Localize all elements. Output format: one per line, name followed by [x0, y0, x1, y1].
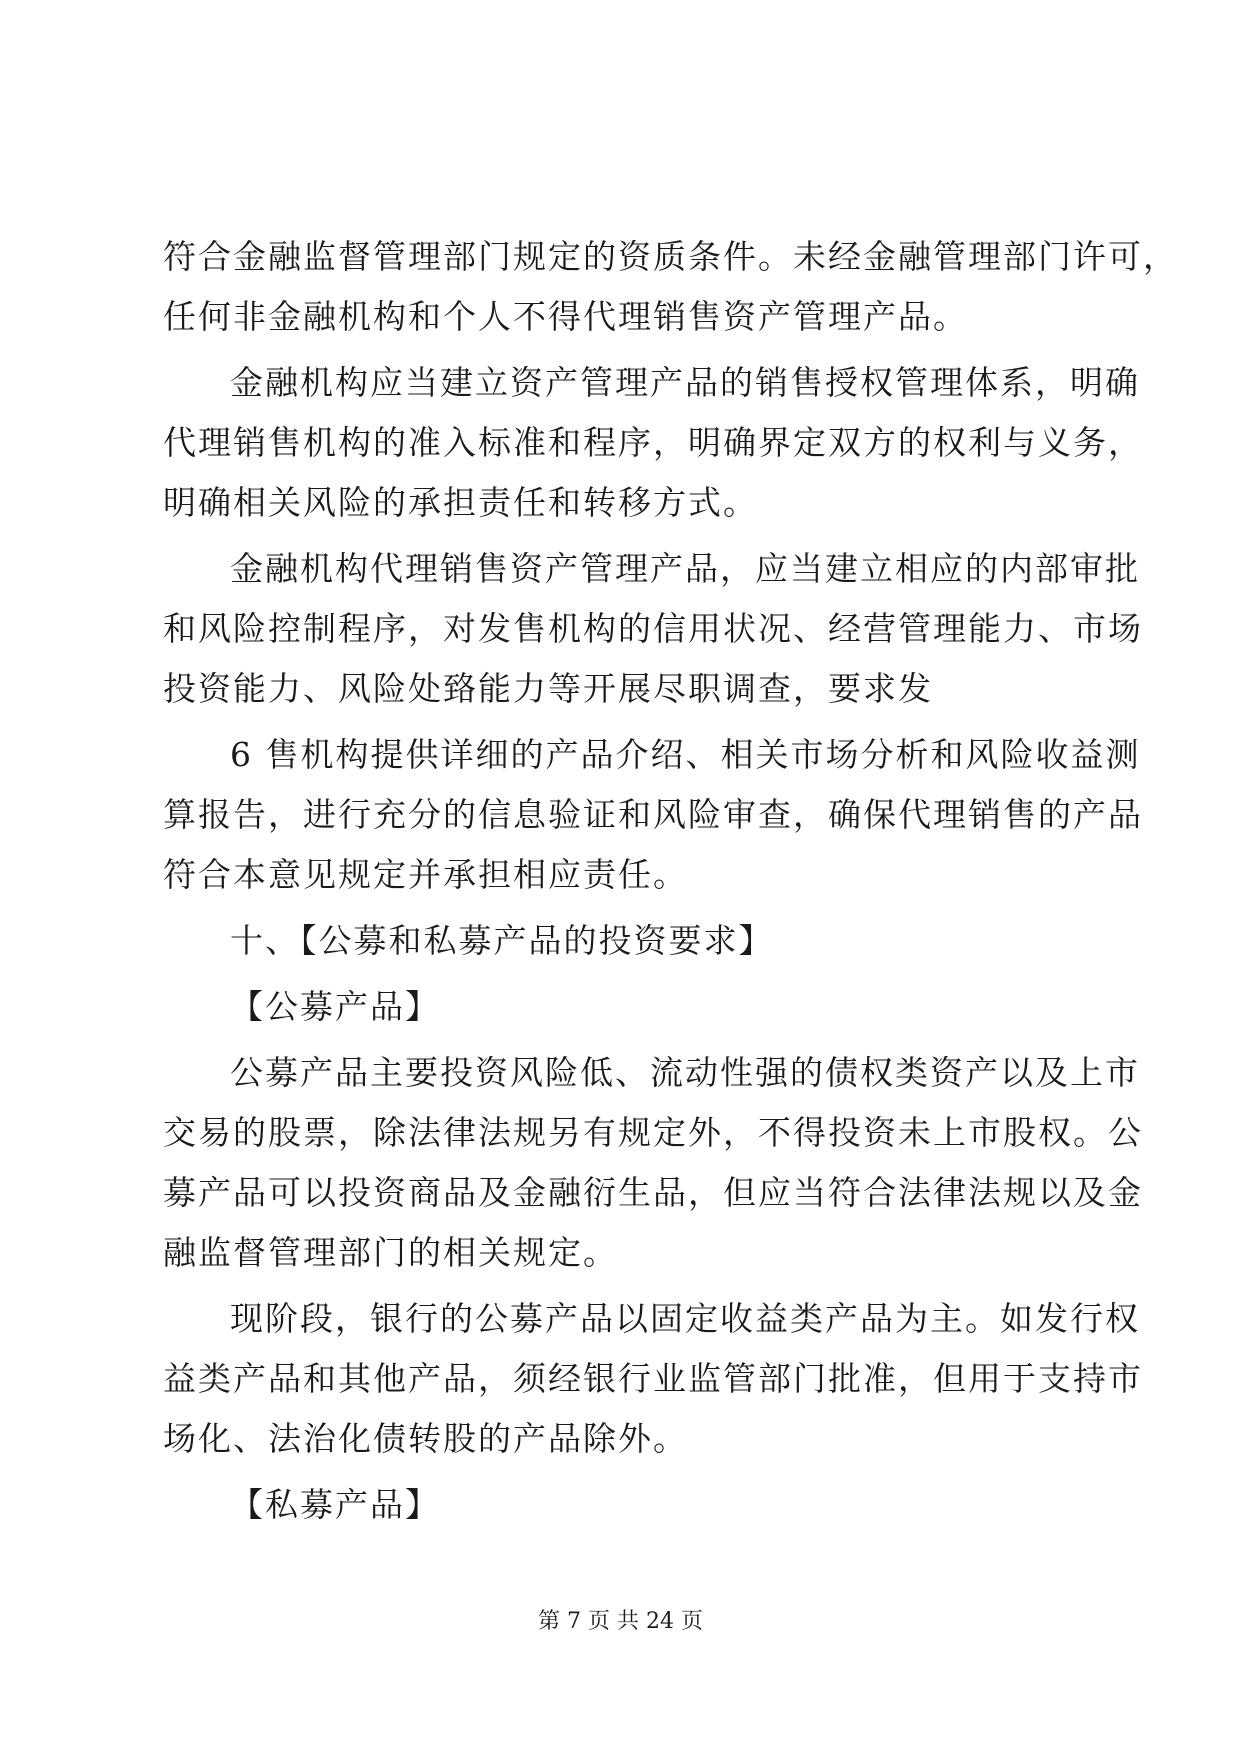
text-line: 符合本意见规定并承担相应责任。	[163, 855, 688, 894]
text-line: 算报告，进行充分的信息验证和风险审查，确保代理销售的产品	[163, 795, 1143, 834]
text-line: 交易的股票，除法律法规另有规定外，不得投资未上市股权。公	[163, 1113, 1143, 1152]
section-heading: 十、【公募和私募产品的投资要求】	[230, 921, 774, 960]
text-line: 代理销售机构的准入标准和程序，明确界定双方的权利与义务，	[163, 423, 1143, 462]
text-line: 和风险控制程序，对发售机构的信用状况、经营管理能力、市场	[163, 609, 1143, 648]
text-line: 投资能力、风险处臵能力等开展尽职调查，要求发	[163, 669, 933, 708]
text-line: 益类产品和其他产品，须经银行业监管部门批准，但用于支持市	[163, 1359, 1143, 1398]
paragraph-first-line: 金融机构应当建立资产管理产品的销售授权管理体系，明确	[230, 363, 1140, 402]
text-line: 募产品可以投资商品及金融衍生品，但应当符合法律法规以及金	[163, 1173, 1143, 1212]
page-number-footer: 第 7 页 共 24 页	[538, 1609, 703, 1634]
text-line: 明确相关风险的承担责任和转移方式。	[163, 483, 758, 522]
paragraph-first-line: 现阶段，银行的公募产品以固定收益类产品为主。如发行权	[230, 1299, 1140, 1338]
paragraph-first-line: 6 售机构提供详细的产品介绍、相关市场分析和风险收益测	[230, 735, 1141, 774]
text-line: 融监督管理部门的相关规定。	[163, 1233, 618, 1272]
paragraph-first-line: 公募产品主要投资风险低、流动性强的债权类资产以及上市	[230, 1053, 1140, 1092]
subsection-heading: 【公募产品】	[230, 987, 440, 1026]
text-line: 任何非金融机构和个人不得代理销售资产管理产品。	[163, 297, 968, 336]
text-line: 场化、法治化债转股的产品除外。	[163, 1419, 688, 1458]
text-line: 符合金融监督管理部门规定的资质条件。未经金融管理部门许可，	[163, 237, 1178, 276]
subsection-heading: 【私募产品】	[230, 1485, 440, 1524]
paragraph-first-line: 金融机构代理销售资产管理产品，应当建立相应的内部审批	[230, 549, 1140, 588]
